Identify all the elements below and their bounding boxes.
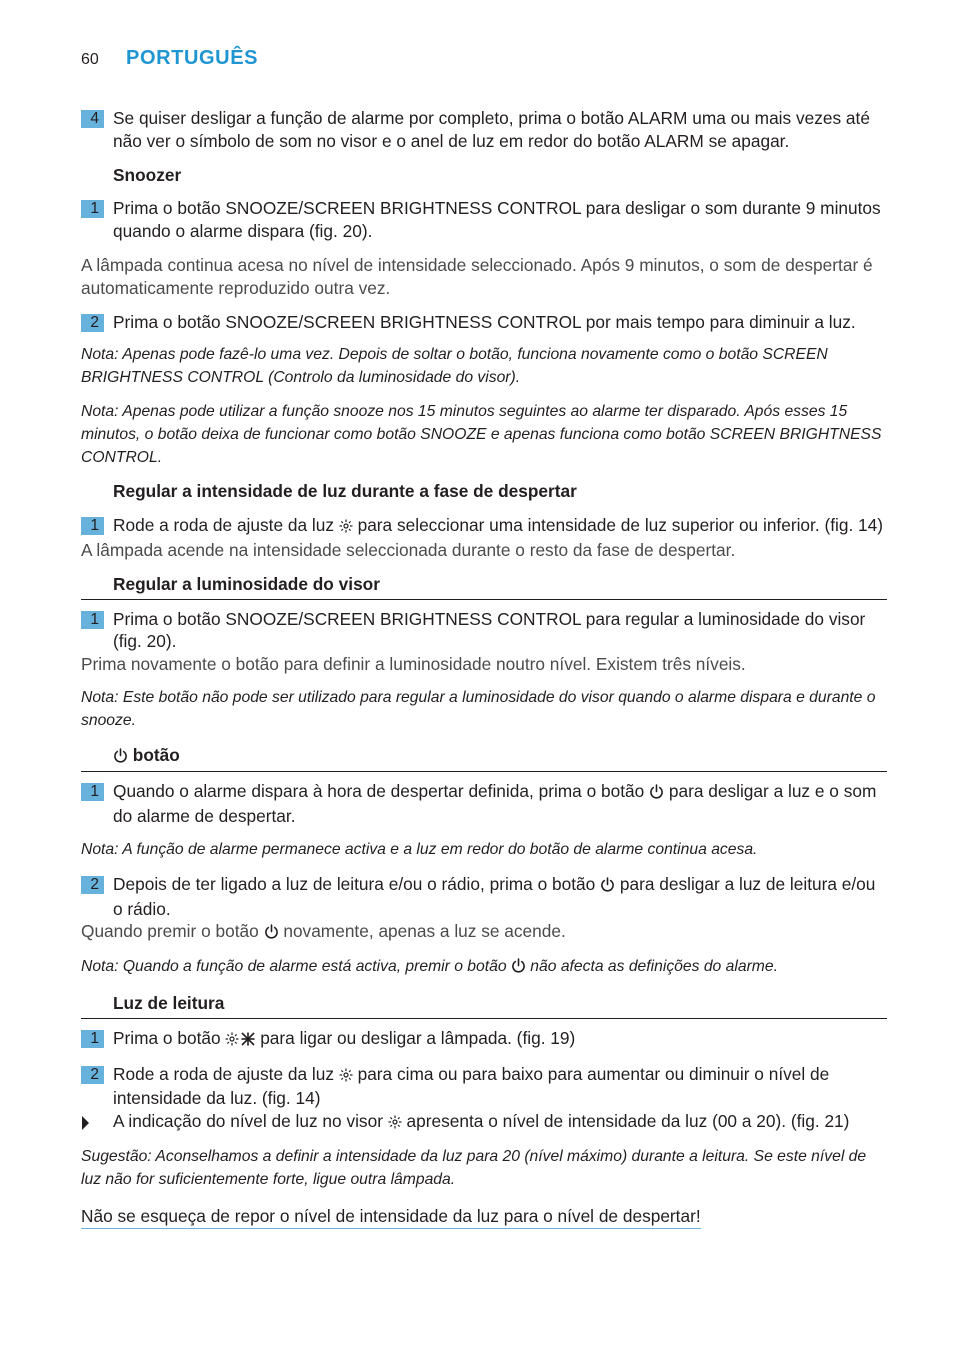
step-item — [81, 780, 887, 828]
text-run: para cima ou para baixo para aumentar ou diminuir o nível de intensidade da luz. (fig. 14) — [113, 1063, 830, 1109]
text-run: Quando premir o botão — [81, 921, 264, 942]
step-item — [81, 514, 887, 539]
text-run: Nota: Este botão não pode ser utilizado para regular a luminosidade do visor quando o alarme dispara e durante o snooze. — [81, 688, 876, 729]
text-run: Nota: Apenas pode fazê-lo uma vez. Depois de soltar o botão, funciona novamente como o botão SCREEN BRIGHTNESS CONTROL (Controlo da luminosidade do visor). — [81, 346, 828, 387]
note-paragraph — [81, 839, 887, 862]
section-heading — [81, 164, 887, 187]
step-number-badge: 2 — [81, 876, 104, 894]
step-item — [81, 107, 887, 153]
text-run: Se quiser desligar a função de alarme por completo, prima o botão ALARM uma ou mais vezes até não ver o símbolo de som no visor e o anel de luz em redor do botão ALARM se apagar. — [113, 108, 870, 151]
text-run: não afecta as definições do alarme. — [525, 958, 778, 976]
warning-text — [81, 1205, 701, 1229]
power-icon — [113, 746, 128, 769]
text-run: Depois de ter ligado a luz de leitura e/ou o rádio, prima o botão — [113, 873, 601, 894]
note-paragraph — [81, 687, 887, 733]
bullet-item — [81, 1110, 887, 1135]
step-number-badge: 2 — [81, 314, 104, 332]
note-paragraph — [81, 401, 887, 469]
reading-light-icon — [225, 1029, 255, 1052]
text-run: Nota: A função de alarme permanece activa e a luz em redor do botão de alarme continua acesa. — [81, 840, 758, 858]
note-paragraph — [81, 1146, 887, 1192]
step-number-badge: 1 — [81, 517, 104, 535]
step-item — [81, 1027, 887, 1052]
text-run: Prima o botão SNOOZE/SCREEN BRIGHTNESS CONTROL por mais tempo para diminuir a luz. — [113, 311, 856, 332]
light-icon — [388, 1112, 402, 1135]
text-run: Nota: Apenas pode utilizar a função snooze nos 15 minutos seguintes ao alarme ter disparado. Após esses 15 minutos, o botão deixa de funcionar como botão SNOOZE e apenas funciona como botão SCREEN BRIGHTNESS CONTROL. — [81, 402, 882, 466]
note-paragraph — [81, 344, 887, 390]
text-run: Quando o alarme dispara à hora de despertar definida, prima o botão — [113, 781, 650, 802]
language-heading: PORTUGUÊS — [126, 47, 259, 69]
text-run: para ligar ou desligar a lâmpada. (fig. 19) — [255, 1027, 576, 1048]
section-heading — [81, 480, 887, 503]
text-run: Snoozer — [113, 164, 182, 185]
body-paragraph — [81, 254, 887, 300]
body-paragraph — [81, 920, 887, 945]
step-number-badge: 4 — [81, 110, 104, 128]
text-run: Rode a roda de ajuste da luz — [113, 1063, 339, 1084]
body-paragraph — [81, 653, 887, 676]
light-icon — [339, 516, 353, 539]
text-run: Não se esqueça de repor o nível de intensidade da luz para o nível de despertar! — [81, 1206, 701, 1227]
section-heading — [81, 992, 887, 1019]
text-run: Sugestão: Aconselhamos a definir a intensidade da luz para 20 (nível máximo) durante a leitura. Se este nível de luz não for suficientemente forte, ligue outra lâmpada. — [81, 1147, 867, 1188]
text-run: botão — [128, 744, 180, 765]
step-number-badge: 1 — [81, 1030, 104, 1048]
note-paragraph — [81, 956, 887, 981]
power-icon — [511, 958, 526, 981]
text-run: Prima novamente o botão para definir a luminosidade noutro nível. Existem três níveis. — [81, 654, 746, 675]
text-run: A lâmpada acende na intensidade seleccionada durante o resto da fase de despertar. — [81, 539, 736, 560]
text-run: novamente, apenas a luz se acende. — [278, 921, 566, 942]
text-run: A indicação do nível de luz no visor — [113, 1111, 388, 1132]
page-number: 60 — [81, 51, 99, 68]
text-run: para desligar a luz e o som do alarme de despertar. — [113, 781, 877, 827]
step-number-badge: 1 — [81, 611, 104, 629]
text-run: para seleccionar uma intensidade de luz superior ou inferior. (fig. 14) — [352, 515, 884, 536]
step-item — [81, 1063, 887, 1111]
step-item — [81, 311, 887, 334]
text-run: apresenta o nível de intensidade da luz (00 a 20). (fig. 21) — [401, 1111, 850, 1132]
text-run: Regular a luminosidade do visor — [113, 573, 380, 594]
power-icon — [264, 922, 279, 945]
text-run: Luz de leitura — [113, 992, 225, 1013]
text-run: para desligar a luz de leitura e/ou o rádio. — [113, 873, 876, 919]
text-run: Prima o botão — [113, 1027, 226, 1048]
step-number-badge: 1 — [81, 783, 104, 801]
text-run: Nota: Quando a função de alarme está activa, premir o botão — [81, 958, 511, 976]
text-run: A lâmpada continua acesa no nível de intensidade seleccionado. Após 9 minutos, o som de despertar é automaticamente reproduzido outra vez. — [81, 254, 873, 298]
step-number-badge: 2 — [81, 1066, 104, 1084]
light-icon — [339, 1065, 353, 1088]
text-run: Rode a roda de ajuste da luz — [113, 515, 339, 536]
text-run: Prima o botão SNOOZE/SCREEN BRIGHTNESS CONTROL para regular a luminosidade do visor (fig. 20). — [113, 608, 866, 652]
power-icon — [600, 875, 615, 898]
text-run: Regular a intensidade de luz durante a fase de despertar — [113, 481, 577, 502]
power-icon — [649, 782, 664, 805]
step-item — [81, 873, 887, 921]
section-heading — [81, 744, 887, 773]
step-number-badge: 1 — [81, 200, 104, 218]
step-item — [81, 608, 887, 654]
body-paragraph — [81, 539, 887, 562]
step-item — [81, 197, 887, 243]
section-heading — [81, 573, 887, 600]
manual-content — [81, 107, 887, 1229]
text-run: Prima o botão SNOOZE/SCREEN BRIGHTNESS CONTROL para desligar o som durante 9 minutos quando o alarme dispara (fig. 20). — [113, 198, 881, 242]
